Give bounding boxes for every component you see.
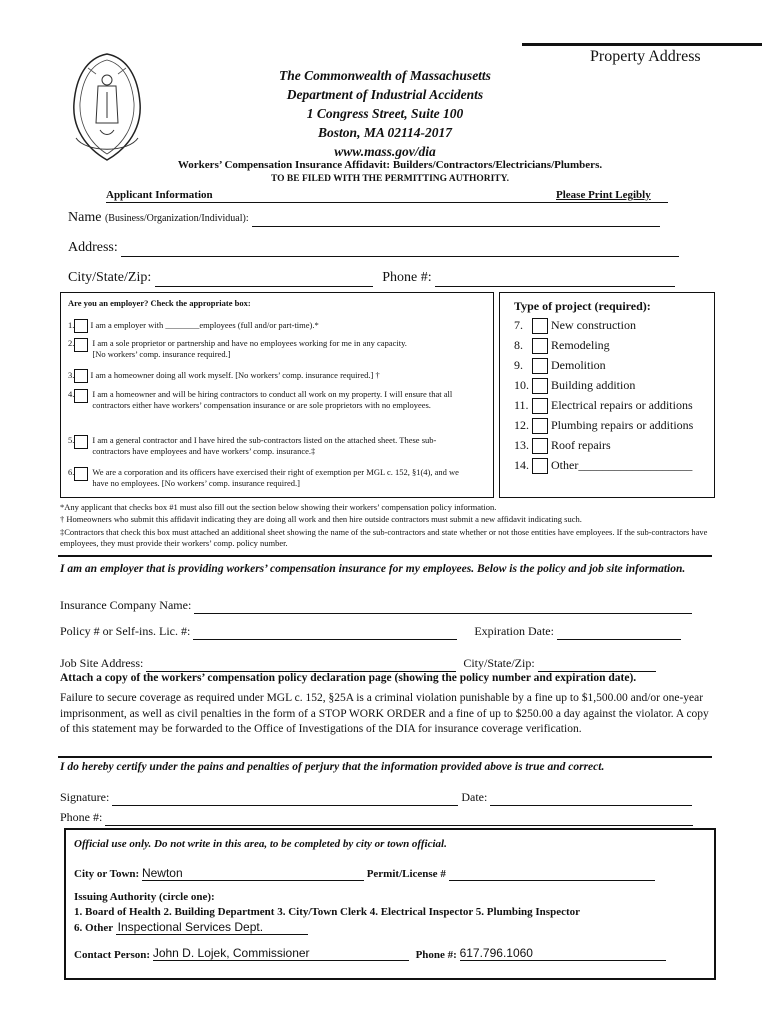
header-line-5: www.mass.gov/dia [334,144,436,159]
header-line-1: The Commonwealth of Massachusetts [279,68,491,83]
other-label: 6. Other [74,922,113,934]
form-title: Workers’ Compensation Insurance Affidavit: Builders/Contractors/Electricians/Plumbers. [177,159,603,171]
jobsite-row [60,656,656,672]
checkbox[interactable] [532,378,548,394]
attach-note: Attach a copy of the workers’ compensation policy declaration page (showing the policy number and expiration date). [60,672,637,684]
other-authority-row [74,920,308,935]
issuing-authorities: 1. Board of Health 2. Building Department 3. City/Town Clerk 4. Electrical Inspector 5. Plumbing Inspector [74,906,580,918]
address-input[interactable] [121,240,679,257]
name-input[interactable] [252,210,660,227]
property-address-label: Property Address [590,48,701,65]
project-option-9: 9. Demolition [514,358,712,378]
expiration-label: Expiration Date: [474,624,554,638]
phone2-label: Phone #: [60,810,103,824]
checkbox[interactable] [74,319,88,333]
policy-input[interactable] [193,624,457,640]
name-field-row [68,210,660,227]
employer-option-4 [68,389,472,411]
option-text: I am a sole proprietor or partnership and have no employees working for me in any capacity. [No workers’ comp. insurance required.] [92,338,407,359]
other-input[interactable] [116,920,308,935]
project-option-8: 8. Remodeling [514,338,712,358]
project-option-14: 14. Other___________________ [514,458,712,478]
property-address-line [522,43,762,46]
footnote-1: *Any applicant that checks box #1 must also fill out the section below showing their workers’ compensation policy information. [60,502,497,512]
option-number: 6. [68,467,75,477]
project-option-13: 13. Roof repairs [514,438,712,458]
contact-input[interactable] [153,946,409,961]
permit-input[interactable] [449,868,655,881]
policy-label: Policy # or Self-ins. Lic. #: [60,624,191,638]
policy-row [60,624,681,640]
option-text: I am a homeowner doing all work myself. [No workers’ comp. insurance required.] † [90,369,380,380]
file-with-note: TO BE FILED WITH THE PERMITTING AUTHORITY. [270,174,509,184]
other-value: Inspectional Services Dept. [117,920,264,934]
option-text: We are a corporation and its officers have exercised their right of exemption per MGL c. 152, §1(4), and we have no employees. [No workers’ comp. insurance required.] [92,467,459,488]
issuing-authority-label: Issuing Authority (circle one): [74,891,215,903]
city-input[interactable] [155,270,373,287]
insurance-company-input[interactable] [194,598,692,614]
name-label: Name [68,210,102,225]
checkbox[interactable] [74,435,88,449]
official-city-input[interactable] [142,866,364,881]
phone2-input[interactable] [105,810,693,826]
contact-value: John D. Lojek, Commissioner [152,946,310,960]
employer-option-1 [68,319,488,333]
official-phone-value: 617.796.1060 [459,946,533,960]
checkbox[interactable] [74,467,88,481]
city-label: City/State/Zip: [68,270,152,285]
official-city-value: Newton [141,866,183,880]
jobsite-city-input[interactable] [538,656,656,672]
option-text: I am a homeowner and will be hiring contractors to conduct all work on my property. I will ensure that all contractors either have workers’ compensation insurance or are sole proprietors with no employees. [92,389,453,410]
footnote-3: ‡Contractors that check this box must attached an additional sheet showing the name of the sub-contractors and state whether or not those entities have employees. If the sub-contractors have employees, they must provide their workers’ comp. policy number. [60,527,708,548]
official-city-row [74,866,655,881]
project-option-7: 7. New construction [514,318,712,338]
employer-option-3 [68,369,488,383]
signature-input[interactable] [112,790,458,806]
phone-label: Phone #: [382,270,432,285]
address-field-row [68,240,679,257]
header-line-4: Boston, MA 02114-2017 [318,125,452,140]
applicant-underline [106,202,668,203]
option-text: I am a employer with ________employees (full and/or part-time).* [90,319,319,330]
checkbox[interactable] [532,438,548,454]
checkbox[interactable] [532,458,548,474]
checkbox[interactable] [532,398,548,414]
city-field-row [68,270,675,287]
option-number: 2. [68,338,75,348]
jobsite-label: Job Site Address: [60,656,144,670]
employer-option-2 [68,338,408,360]
section-divider [58,756,712,758]
section-divider [58,555,712,557]
permit-label: Permit/License # [366,868,446,880]
checkbox[interactable] [532,418,548,434]
employer-option-5 [68,435,472,457]
signature-row [60,790,692,806]
project-option-11: 11. Electrical repairs or additions [514,398,712,418]
insurance-company-row [60,598,692,614]
applicant-info-label: Applicant Information [106,189,213,201]
official-city-label: City or Town: [74,868,140,880]
massachusetts-seal-icon [66,48,148,168]
jobsite-input[interactable] [146,656,456,672]
checkbox[interactable] [532,358,548,374]
certification-statement: I do hereby certify under the pains and penalties of perjury that the information provided above is true and correct. [60,761,605,773]
option-number: 3. [68,369,75,380]
agency-header [215,66,555,161]
checkbox[interactable] [532,338,548,354]
date-input[interactable] [490,790,692,806]
official-phone-input[interactable] [460,946,666,961]
option-number: 5. [68,435,75,445]
employer-option-6 [68,467,472,489]
print-legibly-label: Please Print Legibly [556,189,651,201]
header-line-3: 1 Congress Street, Suite 100 [306,106,464,121]
checkbox[interactable] [74,369,88,383]
signature-label: Signature: [60,790,110,804]
project-options [514,318,712,478]
checkbox[interactable] [532,318,548,334]
official-phone-label: Phone #: [415,949,457,961]
official-heading: Official use only. Do not write in this area, to be completed by city or town official. [74,838,447,850]
phone2-row [60,810,693,826]
employer-question: Are you an employer? Check the appropriate box: [68,298,251,308]
project-type-title: Type of project (required): [514,299,651,313]
project-option-10: 10. Building addition [514,378,712,398]
option-number: 1. [68,319,75,330]
employer-section-heading: I am an employer that is providing workers’ compensation insurance for my employees. Below is the policy and job site information. [60,563,686,575]
contact-row [74,946,666,961]
header-line-2: Department of Industrial Accidents [286,87,484,102]
option-number: 4. [68,389,75,399]
checkbox[interactable] [74,389,88,403]
footnote-2: † Homeowners who submit this affidavit indicating they are doing all work and then hire outside contractors must submit a new affidavit indicating such. [60,514,582,524]
phone-input[interactable] [435,270,675,287]
checkbox[interactable] [74,338,88,352]
name-sublabel: (Business/Organization/Individual): [104,213,249,224]
project-option-12: 12. Plumbing repairs or additions [514,418,712,438]
jobsite-city-label: City/State/Zip: [463,656,535,670]
expiration-input[interactable] [557,624,681,640]
address-label: Address: [68,240,118,255]
date-label: Date: [461,790,488,804]
option-text: I am a general contractor and I have hired the sub-contractors listed on the attached sheet. These sub-contractors have employees and have workers’ comp. insurance.‡ [92,435,437,456]
insurance-company-label: Insurance Company Name: [60,598,192,612]
penalty-text: Failure to secure coverage as required under MGL c. 152, §25A is a criminal violation punishable by a fine up to $1,500.00 and/or one-year imprisonment, as well as civil penalties in the form of a STOP WORK ORDER and a fine of up to $250.00 a day against the violator. A copy of this statement may be forwarded to the Office of Investigations of the DIA for insurance coverage verification. [60,692,709,735]
contact-label: Contact Person: [74,949,151,961]
